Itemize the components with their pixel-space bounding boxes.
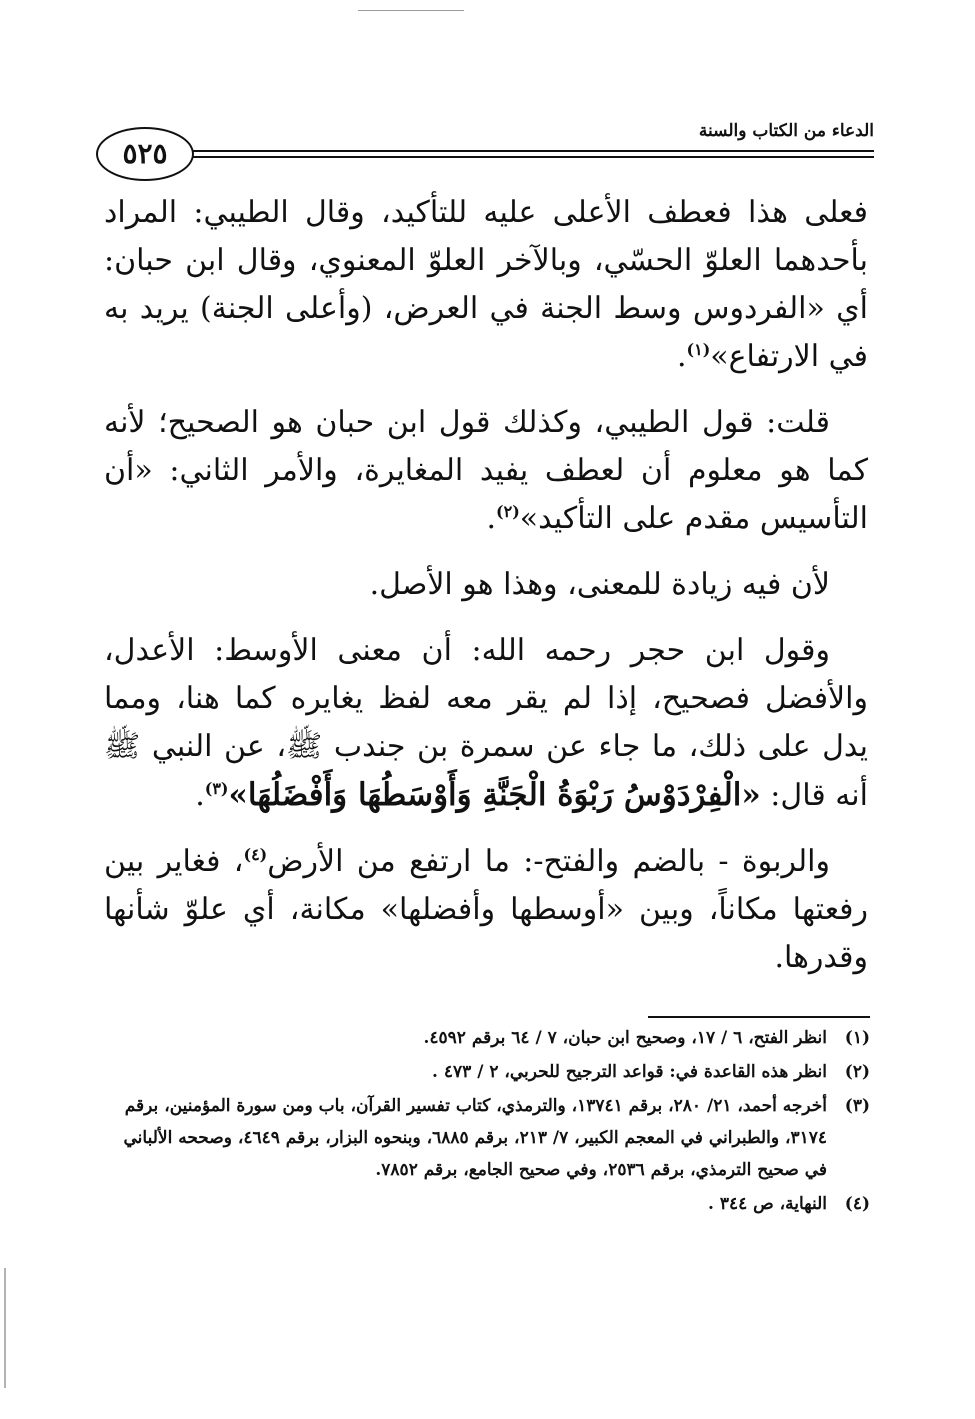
paragraph-3 (104, 561, 868, 609)
footnote-2-number: (٢) (844, 1062, 870, 1082)
footnote-2 (110, 1056, 870, 1088)
footnote-1 (110, 1022, 870, 1054)
paragraph-5-end: ، فغاير بين رفعتها مكاناً، وبين «أوسطها وأفضلها» مكانة، أي علوّ شأنها وقدرها. (104, 844, 868, 975)
footnote-1-text: انظر الفتح، ٦ / ١٧، وصحيح ابن حبان، ٧ / ٦٤ برقم ٤٥٩٢. (423, 1028, 827, 1048)
header-rule-upper (188, 150, 874, 152)
footnote-1-number: (١) (844, 1028, 870, 1048)
footnotes (110, 1022, 870, 1222)
footnote-3-text: أخرجه أحمد، ٢١/ ٢٨٠، برقم ١٣٧٤١، والترمذي، كتاب تفسير القرآن، باب ومن سورة المؤمنين، برقم ٣١٧٤، والطبراني في المعجم الكبير، ٧/ ٢١٣، برقم ٦٨٨٥، وبنحوه البزار، برقم ٤٦٤٩، وصححه الألباني في صحيح الترمذي، برقم ٢٥٣٦، وفي صحيح الجامع، برقم ٧٨٥٢. (123, 1096, 827, 1180)
paragraph-5 (104, 838, 868, 982)
paragraph-2 (104, 399, 868, 543)
footnote-4-text: النهاية، ص ٣٤٤ . (707, 1194, 827, 1214)
footnote-4 (110, 1188, 870, 1220)
page-header (96, 118, 874, 192)
footnote-3 (110, 1090, 870, 1186)
header-rule-lower (188, 156, 874, 158)
left-margin-scan-line (4, 1268, 6, 1388)
paragraph-1-end: . (676, 339, 687, 374)
paragraph-2-text: قلت: قول الطيبي، وكذلك قول ابن حبان هو الصحيح؛ لأنه كما هو معلوم أن لعطف يفيد المغايرة، والأمر الثاني: «أن التأسيس مقدم على التأكيد» (104, 405, 868, 536)
footnote-ref-1: (١) (686, 340, 711, 359)
footnote-ref-4: (٤) (243, 845, 268, 864)
footnote-3-number: (٣) (844, 1096, 870, 1116)
paragraph-5-text: والربوة - بالضم والفتح-: ما ارتفع من الأرض (267, 844, 831, 879)
main-text (104, 189, 868, 1000)
paragraph-1 (104, 189, 868, 381)
paragraph-1-text: فعلى هذا فعطف الأعلى عليه للتأكيد، وقال الطيبي: المراد بأحدهما العلوّ الحسّي، وبالآخر العلوّ المعنوي، وقال ابن حبان: أي «الفردوس وسط الجنة في العرض، (وأعلى الجنة) يريد به في الارتفاع» (104, 195, 868, 374)
footnote-ref-3: (٣) (204, 779, 229, 798)
paragraph-4-text: وقول ابن حجر رحمه الله: أن معنى الأوسط: الأعدل، والأفضل فصحيح، إذا لم يقر معه لفظ يغايره كما هنا، ومما يدل على ذلك، ما جاء عن سمرة بن جندب ﷺ، عن النبي ﷺ أنه قال: (104, 633, 868, 813)
footnote-2-text: انظر هذه القاعدة في: قواعد الترجيح للحربي، ٢ / ٤٧٣ . (432, 1062, 827, 1082)
paragraph-4-end: . (195, 778, 205, 813)
hadith-quote: «الْفِرْدَوْسُ رَبْوَةُ الْجَنَّةِ وَأَوْسَطُهَا وَأَفْضَلُهَا» (228, 777, 761, 813)
footnote-4-number: (٤) (844, 1194, 870, 1214)
paragraph-2-end: . (486, 501, 497, 536)
page-number: ٥٢٥ (96, 127, 194, 181)
running-title: الدعاء من الكتاب والسنة (698, 121, 874, 141)
top-scan-rule (358, 10, 464, 11)
footnote-separator (648, 1016, 870, 1018)
paragraph-3-text: لأن فيه زيادة للمعنى، وهذا هو الأصل. (369, 567, 830, 602)
footnote-ref-2: (٢) (496, 502, 520, 521)
paragraph-4 (104, 627, 868, 820)
